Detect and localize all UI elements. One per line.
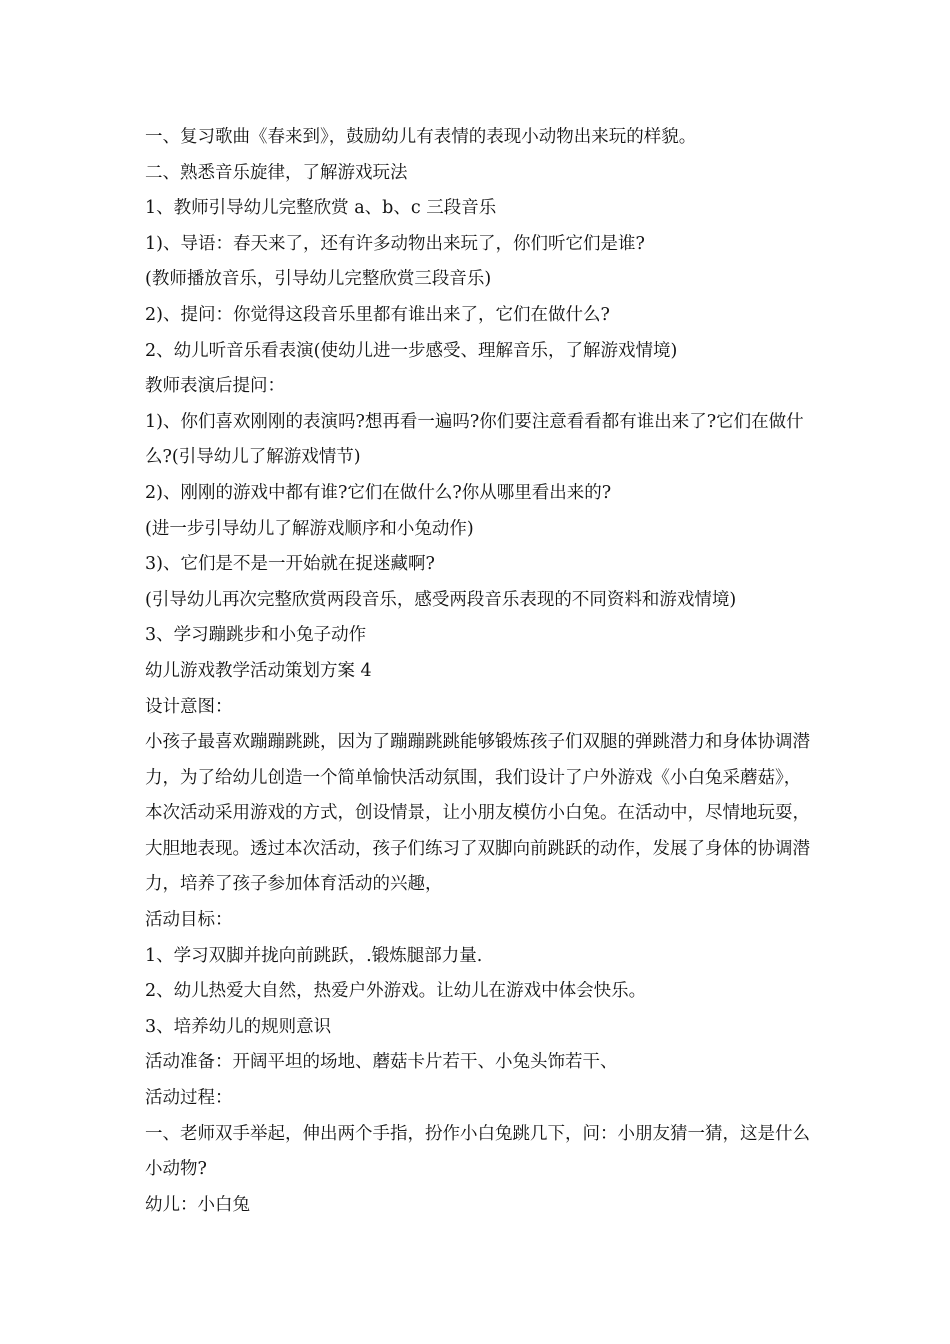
paragraph-14: 3、学习蹦跳步和小兔子动作 — [145, 625, 367, 646]
paragraph-2: 二、熟悉音乐旋律，了解游戏玩法 — [145, 162, 408, 183]
paragraph-10: 2)、刚刚的游戏中都有谁?它们在做什么?你从哪里看出来的? — [145, 482, 612, 503]
paragraph-8: 教师表演后提问： — [145, 376, 285, 397]
document-body — [145, 120, 810, 1223]
paragraph-16: 设计意图： — [145, 696, 233, 717]
paragraph-4: 1)、导语：春天来了，还有许多动物出来玩了，你们听它们是谁? — [145, 233, 645, 254]
paragraph-21: 3、培养幼儿的规则意识 — [145, 1016, 332, 1037]
paragraph-7: 2、幼儿听音乐看表演(使幼儿进一步感受、理解音乐，了解游戏情境) — [145, 340, 678, 361]
paragraph-5: (教师播放音乐，引导幼儿完整欣赏三段音乐) — [145, 269, 492, 290]
paragraph-13: (引导幼儿再次完整欣赏两段音乐，感受两段音乐表现的不同资料和游戏情境) — [145, 589, 737, 610]
paragraph-9: 1)、你们喜欢刚刚的表演吗?想再看一遍吗?你们要注意看看都有谁出来了?它们在做什么?(引导幼儿了解游戏情节) — [145, 411, 804, 468]
paragraph-25: 幼儿：小白兔 — [145, 1194, 250, 1215]
paragraph-18: 活动目标： — [145, 910, 233, 931]
paragraph-6: 2)、提问：你觉得这段音乐里都有谁出来了，它们在做什么? — [145, 304, 610, 325]
paragraph-24: 一、老师双手举起，伸出两个手指，扮作小白兔跳几下，问：小朋友猜一猜，这是什么小动物? — [145, 1123, 810, 1180]
paragraph-17: 小孩子最喜欢蹦蹦跳跳，因为了蹦蹦跳跳能够锻炼孩子们双腿的弹跳潜力和身体协调潜力，为了给幼儿创造一个简单愉快活动氛围，我们设计了户外游戏《小白兔采蘑菇》，本次活动采用游戏的方式，创设情景，让小朋友模仿小白兔。在活动中，尽情地玩耍，大胆地表现。透过本次活动，孩子们练习了双脚向前跳跃的动作，发展了身体的协调潜力，培养了孩子参加体育活动的兴趣， — [145, 732, 810, 895]
paragraph-11: (进一步引导幼儿了解游戏顺序和小兔动作) — [145, 518, 474, 539]
paragraph-12: 3)、它们是不是一开始就在捉迷藏啊? — [145, 554, 435, 575]
section-heading: 幼儿游戏教学活动策划方案 4 — [145, 660, 372, 681]
paragraph-3: 1、教师引导幼儿完整欣赏 a、b、c 三段音乐 — [145, 198, 497, 219]
paragraph-19: 1、学习双脚并拢向前跳跃，.锻炼腿部力量. — [145, 945, 483, 966]
paragraph-23: 活动过程： — [145, 1088, 233, 1109]
paragraph-20: 2、幼儿热爱大自然，热爱户外游戏。让幼儿在游戏中体会快乐。 — [145, 981, 647, 1002]
paragraph-1: 一、复习歌曲《春来到》，鼓励幼儿有表情的表现小动物出来玩的样貌。 — [145, 127, 697, 147]
paragraph-22: 活动准备：开阔平坦的场地、蘑菇卡片若干、小兔头饰若干、 — [145, 1052, 618, 1073]
